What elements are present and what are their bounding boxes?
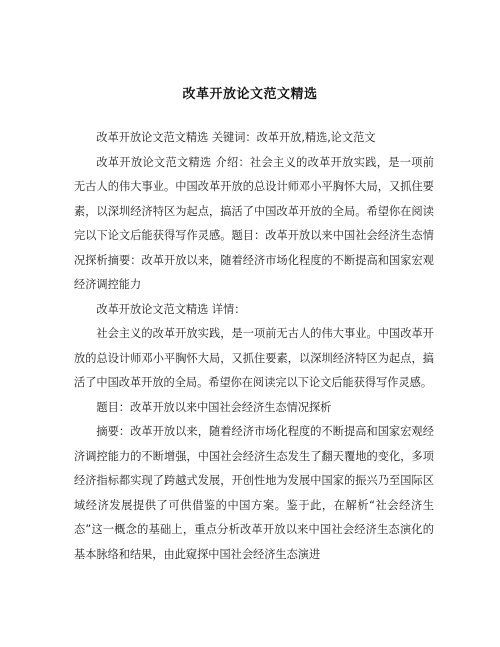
introduction-paragraph: 改革开放论文范文精选 介绍：社会主义的改革开放实践，是一项前无古人的伟大事业。中国改革开放的总设计师邓小平胸怀大局，又抓住要素，以深圳经济特区为起点，搞活了中国改革开放的全局。希望你在阅读完以下论文后能获得写作灵感。题目：改革开放以来中国社会经济生态情况探析摘要：改革开放以来，随着经济市场化程度的不断提高和国家宏观经济调控能力 — [74, 155, 434, 291]
abstract-paragraph: 摘要：改革开放以来，随着经济市场化程度的不断提高和国家宏观经济调控能力的不断增强，中国社会经济生态发生了翻天覆地的变化，多项经济指标都实现了跨越式发展，开创性地为发展中国家的振兴乃至国际区域经济发展提供了可供借鉴的中国方案。鉴于此，在解析“社会经济生态”这一概念的基础上，重点分析改革开放以来中国社会经济生态演化的基本脉络和结果，由此窥探中国社会经济生态演进 — [74, 425, 434, 561]
details-heading: 改革开放论文范文精选 详情： — [96, 302, 246, 316]
document-title: 改革开放论文范文精选 — [182, 87, 318, 102]
body-paragraph: 社会主义的改革开放实践，是一项前无古人的伟大事业。中国改革开放的总设计师邓小平胸怀大局，又抓住要素，以深圳经济特区为起点，搞活了中国改革开放的全局。希望你在阅读完以下论文后能获得写作灵感。 — [74, 327, 434, 389]
document-body — [74, 126, 434, 567]
keywords-paragraph: 改革开放论文范文精选 关键词：改革开放,精选,论文范文 — [96, 131, 376, 144]
essay-title-paragraph: 题目：改革开放以来中国社会经济生态情况探析 — [96, 400, 332, 414]
